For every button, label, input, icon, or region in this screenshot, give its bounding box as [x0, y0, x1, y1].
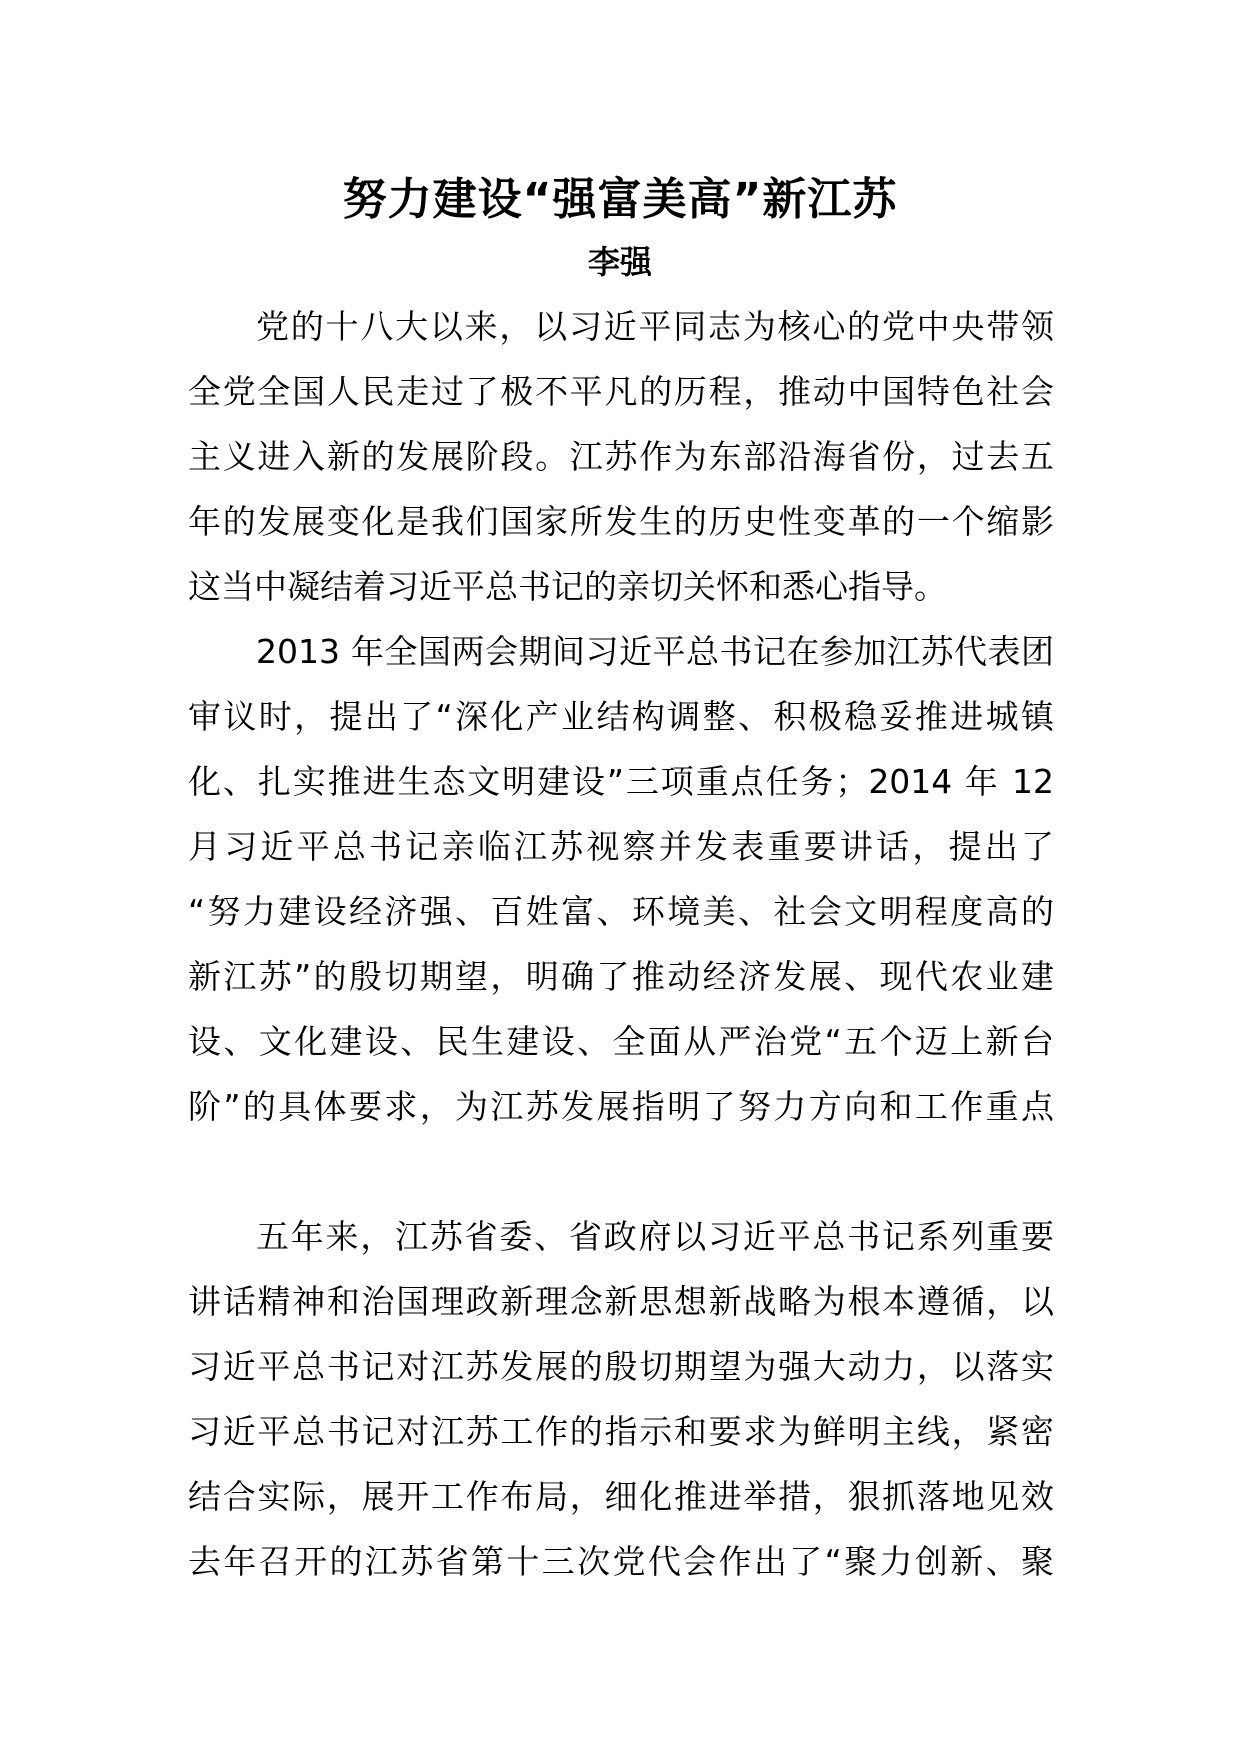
paragraph-1-line-2: 全党全国人民走过了极不平凡的历程，推动中国特色社会 — [188, 372, 1054, 411]
paragraph-2-line-7: 设、文化建设、民生建设、全面从严治党“五个迈上新台 — [188, 1022, 1054, 1061]
paragraph-2-line-1: 2013 年全国两会期间习近平总书记在参加江苏代表团 — [256, 632, 1054, 671]
paragraph-3-line-4: 习近平总书记对江苏工作的指示和要求为鲜明主线，紧密 — [188, 1412, 1054, 1451]
paragraph-2-line-3: 化、扎实推进生态文明建设”三项重点任务；2014 年 12 — [188, 762, 1054, 801]
document-author: 李强 — [587, 243, 652, 281]
paragraph-1-line-5: 这当中凝结着习近平总书记的亲切关怀和悉心指导。 — [188, 567, 947, 606]
paragraph-1-line-1: 党的十八大以来，以习近平同志为核心的党中央带领 — [256, 307, 1054, 346]
paragraph-3-line-2: 讲话精神和治国理政新理念新思想新战略为根本遵循，以 — [188, 1282, 1054, 1321]
paragraph-1-line-4: 年的发展变化是我们国家所发生的历史性变革的一个缩影 — [188, 502, 1054, 541]
paragraph-3-line-6: 去年召开的江苏省第十三次党代会作出了“聚力创新、聚 — [188, 1542, 1054, 1581]
document-title: 努力建设“强富美高”新江苏 — [342, 174, 898, 225]
paragraph-1-line-3: 主义进入新的发展阶段。江苏作为东部沿海省份，过去五 — [188, 437, 1054, 476]
paragraph-2-line-4: 月习近平总书记亲临江苏视察并发表重要讲话，提出了 — [188, 827, 1054, 866]
paragraph-3-line-1: 五年来，江苏省委、省政府以习近平总书记系列重要 — [256, 1217, 1054, 1256]
paragraph-2-line-2: 审议时，提出了“深化产业结构调整、积极稳妥推进城镇 — [188, 697, 1054, 736]
paragraph-2-line-5: “努力建设经济强、百姓富、环境美、社会文明程度高的 — [188, 892, 1054, 931]
paragraph-2-line-8: 阶”的具体要求，为江苏发展指明了努力方向和工作重点 — [188, 1087, 1054, 1126]
paragraph-3-line-5: 结合实际，展开工作布局，细化推进举措，狠抓落地见效 — [188, 1477, 1054, 1516]
paragraph-3-line-3: 习近平总书记对江苏发展的殷切期望为强大动力，以落实 — [188, 1347, 1054, 1386]
paragraph-2-line-6: 新江苏”的殷切期望，明确了推动经济发展、现代农业建 — [188, 957, 1054, 996]
